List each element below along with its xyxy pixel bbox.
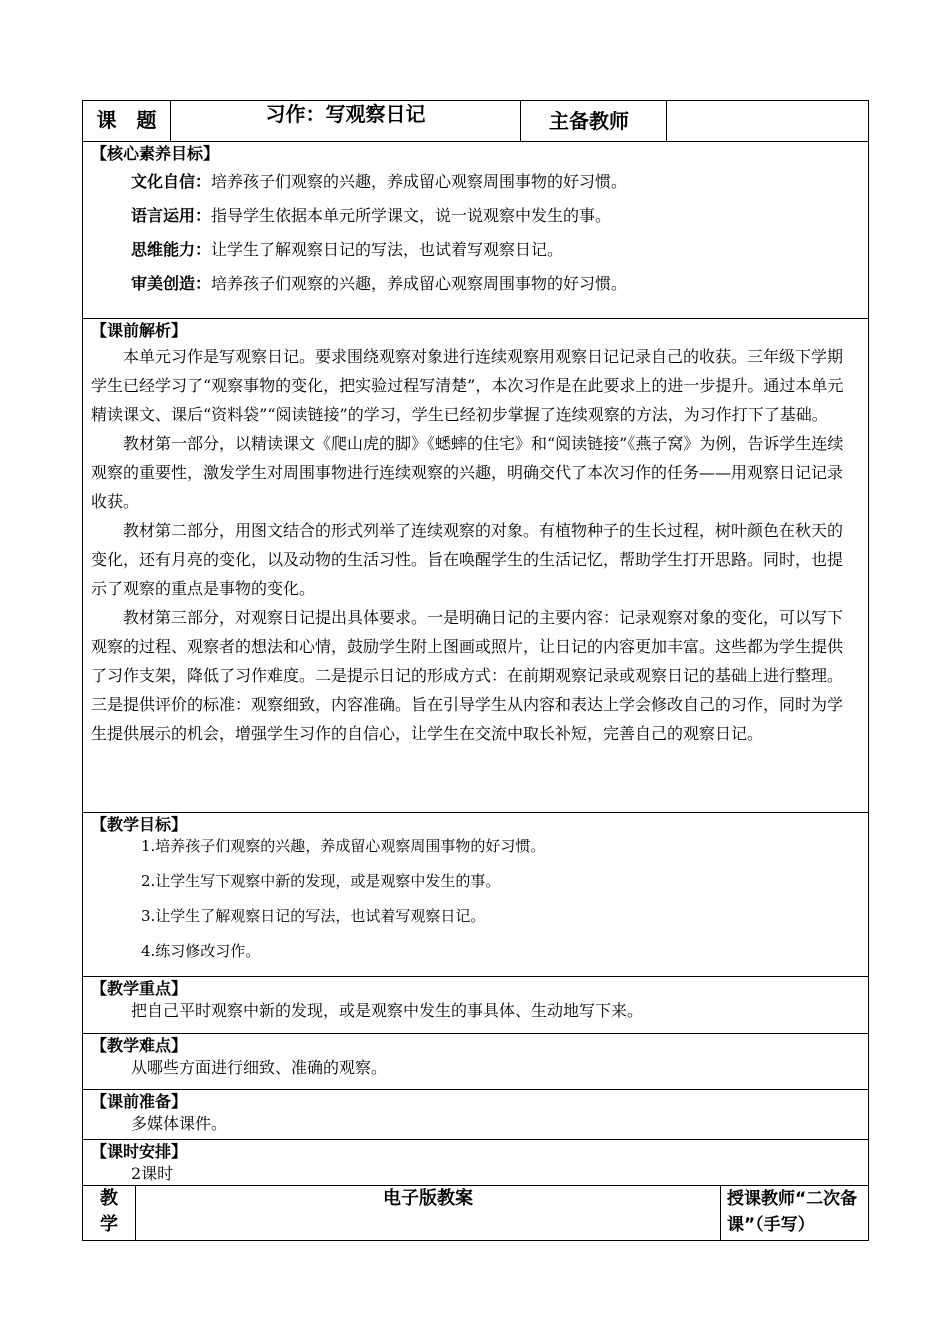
schedule-text: 2课时 [131,1164,174,1183]
schedule-row [83,1140,869,1186]
core-goals-row [83,142,869,319]
topic-value: 习作：写观察日记 [171,101,521,142]
core-goal-text: 让学生了解观察日记的写法，也试着写观察日记。 [211,240,564,259]
analysis-paragraph: 教材第二部分，用图文结合的形式列举了连续观察的对象。有植物种子的生长过程，树叶颜色在秋天的变化，还有月亮的变化，以及动物的生活习性。旨在唤醒学生的生活记忆，帮助学生打开思路。同时，也提示了观察的重点是事物的变化。 [91,521,844,598]
teaching-goal-item: 2.让学生写下观察中新的发现，或是观察中发生的事。 [141,872,501,890]
analysis-row [83,319,869,813]
core-goal-label: 语言运用： [131,206,212,225]
preparation-row [83,1090,869,1140]
lesson-plan-table [82,100,869,1186]
schedule-title: 【课时安排】 [91,1142,188,1161]
footer-row [83,1186,869,1241]
core-goal-label: 审美创造： [131,274,212,293]
footer-table [82,1185,869,1241]
topic-label: 课 题 [83,101,171,142]
core-goals-title: 【核心素养目标】 [91,144,220,163]
key-points-section [83,977,869,1034]
teacher-value [667,101,869,142]
core-goal-label: 文化自信： [131,172,212,191]
lesson-plan-page [82,100,868,1241]
difficulties-row [83,1034,869,1090]
footer-electronic-plan: 电子版教案 [136,1186,721,1241]
analysis-paragraph: 本单元习作是写观察日记。要求围绕观察对象进行连续观察用观察日记记录自己的收获。三年级下学期学生已经学习了“观察事物的变化，把实验过程写清楚”，本次习作是在此要求上的进一步提升。通过本单元精读课文、课后“资料袋”“阅读链接”的学习，学生已经初步掌握了连续观察的方法，为习作打下了基础。 [91,347,844,424]
analysis-section [83,319,869,813]
teaching-goal-item: 3.让学生了解观察日记的写法，也试着写观察日记。 [141,907,486,925]
teacher-label: 主备教师 [521,101,667,142]
core-goal-item [91,165,862,199]
core-goal-item [91,233,862,267]
core-goal-item [91,199,862,233]
difficulties-title: 【教学难点】 [91,1036,188,1055]
difficulties-text: 从哪些方面进行细致、准确的观察。 [131,1058,388,1077]
teaching-goals-section [83,813,869,977]
teaching-goal-item: 1.培养孩子们观察的兴趣，养成留心观察周围事物的好习惯。 [141,837,546,855]
core-goal-text: 培养孩子们观察的兴趣，养成留心观察周围事物的好习惯。 [211,274,628,293]
core-goal-item [91,267,862,301]
footer-teaching-label: 教学 [83,1186,136,1241]
difficulties-section [83,1034,869,1090]
core-goal-label: 思维能力： [131,240,212,259]
teaching-goal-item: 4.练习修改习作。 [141,942,261,960]
core-goal-text: 培养孩子们观察的兴趣，养成留心观察周围事物的好习惯。 [211,172,628,191]
analysis-paragraph: 教材第一部分，以精读课文《爬山虎的脚》《蟋蟀的住宅》和“阅读链接”《燕子窝》为例，告诉学生连续观察的重要性，激发学生对周围事物进行连续观察的兴趣，明确交代了本次习作的任务——用观察日记记录收获。 [91,434,844,511]
core-goal-text: 指导学生依据本单元所学课文，说一说观察中发生的事。 [211,206,612,225]
schedule-section [83,1140,869,1186]
teaching-goals-title: 【教学目标】 [91,815,188,834]
header-row [83,101,869,142]
key-points-text: 把自己平时观察中新的发现，或是观察中发生的事具体、生动地写下来。 [131,1001,644,1020]
analysis-paragraph: 教材第三部分，对观察日记提出具体要求。一是明确日记的主要内容：记录观察对象的变化，可以写下观察的过程、观察者的想法和心情，鼓励学生附上图画或照片，让日记的内容更加丰富。这些都为学生提供了习作支架，降低了习作难度。二是提示日记的形成方式：在前期观察记录或观察日记的基础上进行整理。三是提供评价的标准：观察细致，内容准确。旨在引导学生从内容和表达上学会修改自己的习作，同时为学生提供展示的机会，增强学生习作的自信心，让学生在交流中取长补短，完善自己的观察日记。 [91,608,844,743]
preparation-section [83,1090,869,1140]
footer-second-prep: 授课教师“二次备课”（手写） [721,1186,869,1241]
preparation-text: 多媒体课件。 [131,1114,228,1133]
key-points-row [83,977,869,1034]
preparation-title: 【课前准备】 [91,1092,188,1111]
key-points-title: 【教学重点】 [91,979,188,998]
teaching-goals-row [83,813,869,977]
analysis-title: 【课前解析】 [91,321,188,340]
core-goals-section [83,142,869,319]
